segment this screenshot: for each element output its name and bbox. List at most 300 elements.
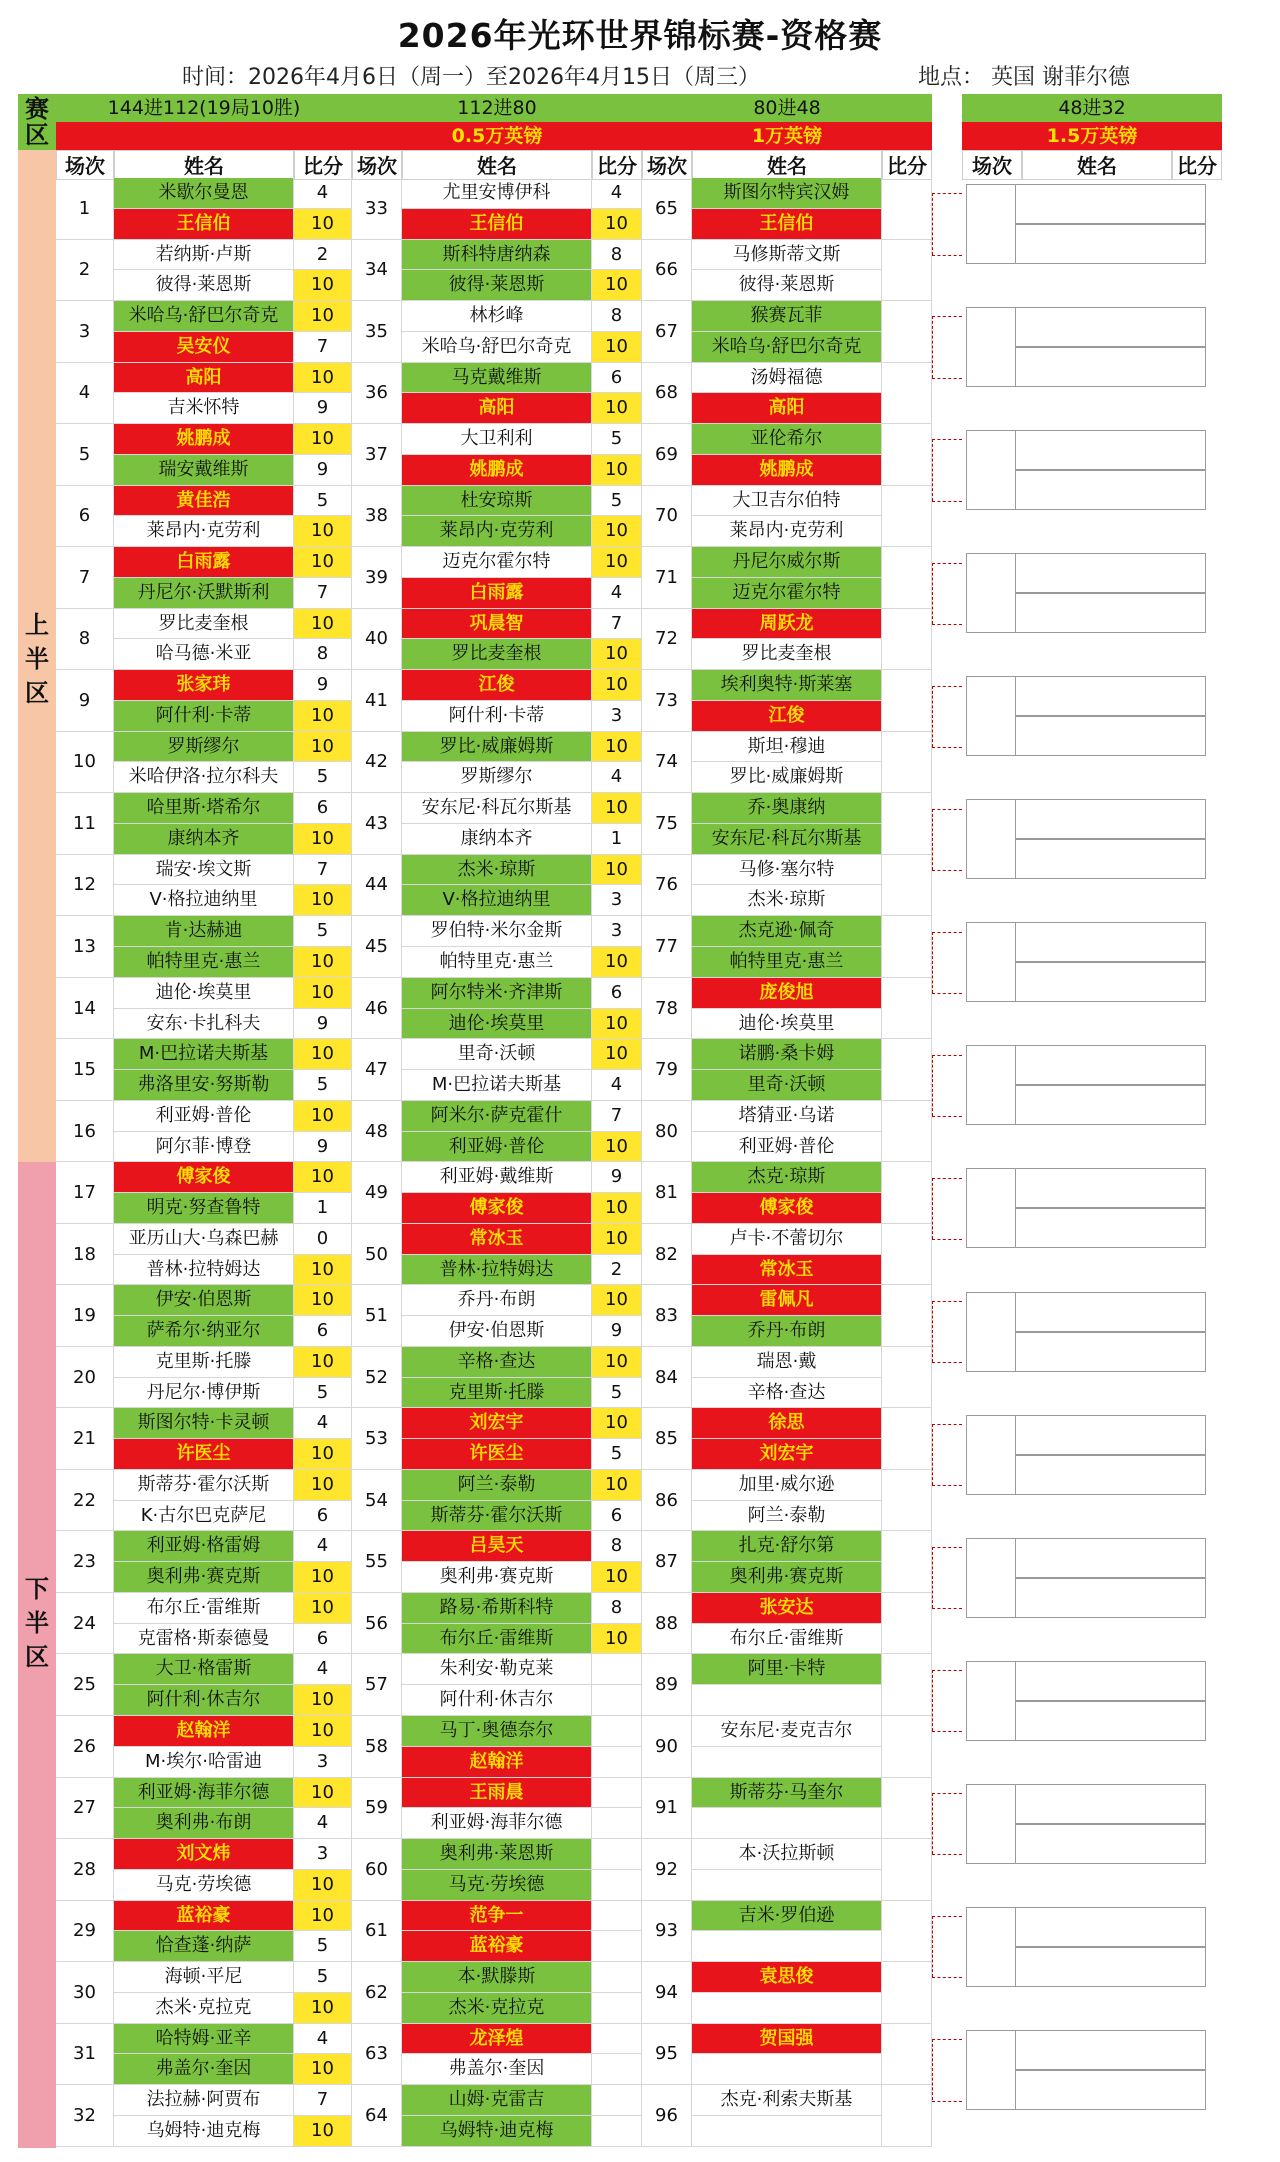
player-score: 10: [294, 1039, 352, 1070]
bracket-line: [932, 1608, 962, 1609]
bracket-line: [932, 624, 962, 625]
player-name: 斯蒂芬·霍尔沃斯: [114, 1470, 294, 1501]
match-number: 91: [642, 1778, 692, 1840]
player-score: 10: [294, 270, 352, 301]
bracket-line: [932, 1916, 933, 1978]
player-name: 高阳: [114, 363, 294, 394]
score-empty: [882, 1101, 932, 1163]
match-number: 41: [352, 670, 402, 732]
player-score: [592, 1654, 642, 1685]
player-name: 阿里·卡特: [692, 1654, 882, 1685]
player-name: 哈特姆·亚辛: [114, 2024, 294, 2055]
bracket-line: [932, 1977, 962, 1978]
player-name: 庞俊旭: [692, 978, 882, 1009]
bracket-line: [932, 1793, 933, 1855]
player-name: [692, 1931, 882, 1962]
match-number: 17: [56, 1162, 114, 1224]
match-number: 43: [352, 793, 402, 855]
player-name: 本·默滕斯: [402, 1962, 592, 1993]
score-empty: [882, 1716, 932, 1778]
player-name: [692, 1747, 882, 1778]
player-name: 林杉峰: [402, 301, 592, 332]
player-name: 诺鹏·桑卡姆: [692, 1039, 882, 1070]
player-name: 克里斯·托滕: [114, 1347, 294, 1378]
bracket-line: [932, 1239, 962, 1240]
player-score: 9: [592, 1316, 642, 1347]
player-name: 莱昂内·克劳利: [402, 516, 592, 547]
player-score: 3: [294, 1839, 352, 1870]
match-number: 60: [352, 1839, 402, 1901]
player-name: 白雨露: [402, 578, 592, 609]
player-score: 4: [294, 1808, 352, 1839]
round3-name: 80进48: [642, 94, 932, 122]
bracket-match-box: [966, 1661, 1016, 1741]
round4-col-score: 比分: [1172, 150, 1222, 180]
score-empty: [882, 424, 932, 486]
match-number: 12: [56, 855, 114, 917]
player-name: 奥利弗·赛克斯: [114, 1562, 294, 1593]
player-name: 阿什利·卡蒂: [402, 701, 592, 732]
player-name: 斯蒂芬·马奎尔: [692, 1778, 882, 1809]
player-score: 10: [592, 547, 642, 578]
match-number: 68: [642, 363, 692, 425]
player-score: 5: [294, 486, 352, 517]
bracket-slot[interactable]: [1016, 1701, 1206, 1741]
match-number: 50: [352, 1224, 402, 1286]
player-name: 龙泽煌: [402, 2024, 592, 2055]
player-name: 利亚姆·普伦: [114, 1101, 294, 1132]
player-score: 5: [592, 1439, 642, 1470]
bracket-slot[interactable]: [1016, 922, 1206, 962]
player-score: 6: [592, 1501, 642, 1532]
bracket-slot[interactable]: [1016, 2070, 1206, 2110]
score-empty: [882, 1285, 932, 1347]
match-number: 39: [352, 547, 402, 609]
player-name: 塔猜亚·乌诺: [692, 1101, 882, 1132]
score-empty: [882, 978, 932, 1040]
bracket-line: [932, 1055, 962, 1056]
player-name: 阿兰·泰勒: [402, 1470, 592, 1501]
bracket-match-box: [966, 1045, 1016, 1125]
player-name: 吕昊天: [402, 1531, 592, 1562]
player-name: 大卫·格雷斯: [114, 1654, 294, 1685]
player-name: 江俊: [402, 670, 592, 701]
bracket-match-box: [966, 430, 1016, 510]
player-name: 徐思: [692, 1408, 882, 1439]
score-empty: [882, 1470, 932, 1532]
player-name: 迪伦·埃莫里: [692, 1009, 882, 1040]
match-number: 29: [56, 1901, 114, 1963]
match-number: 69: [642, 424, 692, 486]
bracket-slot[interactable]: [1016, 799, 1206, 839]
round1-col-name: 姓名: [114, 150, 294, 180]
match-number: 94: [642, 1962, 692, 2024]
player-name: 米哈伊洛·拉尔科夫: [114, 762, 294, 793]
match-number: 88: [642, 1593, 692, 1655]
player-name: 周跃龙: [692, 609, 882, 640]
player-score: 7: [592, 609, 642, 640]
bracket-line: [932, 747, 962, 748]
bracket-slot[interactable]: [1016, 224, 1206, 264]
player-name: 吉米怀特: [114, 393, 294, 424]
bracket-slot[interactable]: [1016, 553, 1206, 593]
player-score: 9: [294, 1132, 352, 1163]
bracket-slot[interactable]: [1016, 470, 1206, 510]
bracket-slot[interactable]: [1016, 1415, 1206, 1455]
player-name: 加里·威尔逊: [692, 1470, 882, 1501]
match-number: 74: [642, 732, 692, 794]
player-name: 法拉赫·阿贾布: [114, 2085, 294, 2116]
match-number: 51: [352, 1285, 402, 1347]
player-name: [692, 1808, 882, 1839]
match-number: 25: [56, 1654, 114, 1716]
bracket-line: [932, 193, 933, 255]
player-name: 杰米·琼斯: [692, 885, 882, 916]
player-score: 10: [592, 455, 642, 486]
player-score: 3: [294, 1747, 352, 1778]
player-name: 帕特里克·惠兰: [692, 947, 882, 978]
player-name: 米哈乌·舒巴尔奇克: [402, 332, 592, 363]
player-score: 10: [294, 516, 352, 547]
bracket-match-box: [966, 799, 1016, 879]
player-score: 10: [294, 2116, 352, 2147]
player-score: 10: [592, 947, 642, 978]
player-score: 10: [592, 639, 642, 670]
match-number: 35: [352, 301, 402, 363]
match-number: 83: [642, 1285, 692, 1347]
player-name: 埃利奥特·斯莱塞: [692, 670, 882, 701]
player-score: 10: [592, 793, 642, 824]
bracket-slot[interactable]: [1016, 1168, 1206, 1208]
match-number: 4: [56, 363, 114, 425]
bracket-slot[interactable]: [1016, 593, 1206, 633]
bracket-slot[interactable]: [1016, 307, 1206, 347]
player-score: 10: [294, 1347, 352, 1378]
player-score: 3: [592, 916, 642, 947]
player-score: 10: [294, 363, 352, 394]
player-score: 3: [592, 885, 642, 916]
player-name: 杜安琼斯: [402, 486, 592, 517]
bracket-slot[interactable]: [1016, 1538, 1206, 1578]
match-number: 21: [56, 1408, 114, 1470]
player-score: 4: [592, 762, 642, 793]
player-name: 乔丹·布朗: [692, 1316, 882, 1347]
player-score: 7: [592, 1101, 642, 1132]
player-name: 高阳: [402, 393, 592, 424]
match-number: 10: [56, 732, 114, 794]
match-number: 58: [352, 1716, 402, 1778]
player-name: 康纳本齐: [114, 824, 294, 855]
player-score: 10: [592, 1009, 642, 1040]
player-name: 马修斯蒂文斯: [692, 240, 882, 271]
bracket-line: [932, 1301, 933, 1363]
bracket-slot[interactable]: [1016, 1907, 1206, 1947]
player-score: 10: [592, 1193, 642, 1224]
bracket-line: [932, 1424, 933, 1486]
bracket-line: [932, 1731, 962, 1732]
bracket-match-box: [966, 1784, 1016, 1864]
match-number: 49: [352, 1162, 402, 1224]
player-name: 彼得·莱恩斯: [402, 270, 592, 301]
match-number: 27: [56, 1778, 114, 1840]
player-score: 5: [294, 1931, 352, 1962]
score-empty: [882, 2085, 932, 2147]
player-score: 5: [294, 1070, 352, 1101]
bracket-match-box: [966, 1292, 1016, 1372]
player-name: 克雷格·斯泰德曼: [114, 1624, 294, 1655]
match-number: 82: [642, 1224, 692, 1286]
player-name: M·巴拉诺夫斯基: [402, 1070, 592, 1101]
match-number: 71: [642, 547, 692, 609]
player-score: 10: [592, 855, 642, 886]
match-number: 31: [56, 2024, 114, 2086]
player-name: 阿尔菲·博登: [114, 1132, 294, 1163]
player-name: 里奇·沃顿: [402, 1039, 592, 1070]
player-score: 2: [592, 1255, 642, 1286]
bracket-slot[interactable]: [1016, 1085, 1206, 1125]
player-name: 许医尘: [114, 1439, 294, 1470]
bracket-slot[interactable]: [1016, 962, 1206, 1002]
score-empty: [882, 732, 932, 794]
bracket-slot[interactable]: [1016, 839, 1206, 879]
player-name: 范争一: [402, 1901, 592, 1932]
zone-header: 赛 区: [18, 94, 56, 150]
bracket-slot[interactable]: [1016, 1947, 1206, 1987]
player-score: [592, 1962, 642, 1993]
page-title: 2026年光环世界锦标赛-资格赛: [397, 16, 883, 55]
player-name: 汤姆福德: [692, 363, 882, 394]
bracket-slot[interactable]: [1016, 347, 1206, 387]
round4-col-name: 姓名: [1022, 150, 1172, 180]
score-empty: [882, 363, 932, 425]
player-score: 10: [592, 670, 642, 701]
bracket-slot[interactable]: [1016, 676, 1206, 716]
bracket-slot[interactable]: [1016, 1292, 1206, 1332]
player-score: 10: [294, 824, 352, 855]
player-score: [592, 1685, 642, 1716]
player-name: 吴安仪: [114, 332, 294, 363]
bracket-slot[interactable]: [1016, 1208, 1206, 1248]
bracket-slot[interactable]: [1016, 184, 1206, 224]
match-number: 5: [56, 424, 114, 486]
player-name: 大卫利利: [402, 424, 592, 455]
player-name: 丹尼尔威尔斯: [692, 547, 882, 578]
player-score: 4: [294, 1408, 352, 1439]
player-name: 傅家俊: [402, 1193, 592, 1224]
bracket-slot[interactable]: [1016, 1455, 1206, 1495]
player-name: 安东·卡扎科夫: [114, 1009, 294, 1040]
player-name: 米歇尔曼恩: [114, 178, 294, 209]
score-empty: [882, 1347, 932, 1409]
bracket-slot[interactable]: [1016, 430, 1206, 470]
bracket-line: [932, 932, 962, 933]
player-name: 傅家俊: [692, 1193, 882, 1224]
player-name: 山姆·克雷吉: [402, 2085, 592, 2116]
player-name: 安东尼·麦克吉尔: [692, 1716, 882, 1747]
score-empty: [882, 1531, 932, 1593]
bracket-match-box: [966, 2030, 1016, 2110]
player-score: 6: [294, 1624, 352, 1655]
player-name: 本·沃拉斯顿: [692, 1839, 882, 1870]
bracket-slot[interactable]: [1016, 1578, 1206, 1618]
match-number: 70: [642, 486, 692, 548]
player-name: 刘文炜: [114, 1839, 294, 1870]
match-number: 75: [642, 793, 692, 855]
bracket-line: [932, 255, 962, 256]
match-number: 15: [56, 1039, 114, 1101]
match-number: 76: [642, 855, 692, 917]
player-name: 张家玮: [114, 670, 294, 701]
bracket-line: [932, 809, 933, 871]
player-score: 7: [294, 2085, 352, 2116]
bracket-line: [932, 1485, 962, 1486]
player-name: 斯图尔特·卡灵顿: [114, 1408, 294, 1439]
score-empty: [882, 916, 932, 978]
player-name: 若纳斯·卢斯: [114, 240, 294, 271]
bracket-line: [932, 1055, 933, 1117]
player-score: 10: [592, 1132, 642, 1163]
player-name: 朱利安·勒克莱: [402, 1654, 592, 1685]
player-name: 阿米尔·萨克霍什: [402, 1101, 592, 1132]
bracket-line: [932, 686, 933, 748]
player-name: 卢卡·不蕾切尔: [692, 1224, 882, 1255]
player-name: [692, 2116, 882, 2147]
player-score: 5: [294, 1962, 352, 1993]
score-empty: [882, 793, 932, 855]
player-score: 10: [294, 1562, 352, 1593]
player-name: 克里斯·托滕: [402, 1378, 592, 1409]
player-name: 奥利弗·赛克斯: [402, 1562, 592, 1593]
match-number: 11: [56, 793, 114, 855]
player-score: [592, 1870, 642, 1901]
player-score: 10: [294, 1685, 352, 1716]
score-empty: [882, 609, 932, 671]
player-score: 10: [294, 1716, 352, 1747]
player-name: 迪伦·埃莫里: [402, 1009, 592, 1040]
player-name: 奥利弗·赛克斯: [692, 1562, 882, 1593]
bracket-slot[interactable]: [1016, 1332, 1206, 1372]
match-number: 14: [56, 978, 114, 1040]
score-empty: [882, 1408, 932, 1470]
match-number: 2: [56, 240, 114, 302]
player-name: 杰克·利索夫斯基: [692, 2085, 882, 2116]
player-name: 丹尼尔·沃默斯利: [114, 578, 294, 609]
player-name: 猴赛瓦菲: [692, 301, 882, 332]
player-score: 10: [294, 978, 352, 1009]
bracket-line: [932, 316, 933, 378]
bracket-slot[interactable]: [1016, 1824, 1206, 1864]
score-empty: [882, 547, 932, 609]
round4-col-match: 场次: [962, 150, 1022, 180]
player-name: 奥利弗·布朗: [114, 1808, 294, 1839]
score-empty: [882, 1224, 932, 1286]
bracket-match-box: [966, 307, 1016, 387]
player-score: 10: [592, 732, 642, 763]
player-score: 10: [592, 1224, 642, 1255]
player-name: 罗比麦奎根: [692, 639, 882, 670]
bracket-line: [932, 932, 933, 994]
player-name: 利亚姆·普伦: [402, 1132, 592, 1163]
score-empty: [882, 1778, 932, 1840]
match-number: 37: [352, 424, 402, 486]
player-score: 7: [294, 855, 352, 886]
player-score: 10: [294, 2054, 352, 2085]
player-score: 10: [294, 1870, 352, 1901]
player-name: M·埃尔·哈雷迪: [114, 1747, 294, 1778]
match-number: 23: [56, 1531, 114, 1593]
player-score: 8: [592, 240, 642, 271]
player-name: 瑞安·埃文斯: [114, 855, 294, 886]
bracket-match-box: [966, 553, 1016, 633]
match-number: 7: [56, 547, 114, 609]
player-name: 黄佳浩: [114, 486, 294, 517]
player-score: 7: [294, 332, 352, 363]
match-number: 53: [352, 1408, 402, 1470]
player-name: 哈马德·米亚: [114, 639, 294, 670]
score-empty: [882, 670, 932, 732]
player-name: 蓝裕豪: [114, 1901, 294, 1932]
player-score: 10: [294, 1255, 352, 1286]
match-number: 8: [56, 609, 114, 671]
player-name: 利亚姆·海菲尔德: [114, 1778, 294, 1809]
player-name: 米哈乌·舒巴尔奇克: [692, 332, 882, 363]
player-name: 利亚姆·普伦: [692, 1132, 882, 1163]
round4-name: 48进32: [962, 94, 1222, 122]
match-number: 38: [352, 486, 402, 548]
bracket-line: [932, 193, 962, 194]
player-name: 姚鹏成: [692, 455, 882, 486]
bracket-match-box: [966, 184, 1016, 264]
match-number: 63: [352, 2024, 402, 2086]
player-name: 彼得·莱恩斯: [692, 270, 882, 301]
player-name: 王雨晨: [402, 1778, 592, 1809]
bracket-slot[interactable]: [1016, 716, 1206, 756]
bracket-line: [932, 686, 962, 687]
player-score: 4: [592, 1070, 642, 1101]
player-name: 米哈乌·舒巴尔奇克: [114, 301, 294, 332]
player-score: 10: [592, 1285, 642, 1316]
player-name: 蓝裕豪: [402, 1931, 592, 1962]
match-number: 85: [642, 1408, 692, 1470]
player-score: 10: [294, 1778, 352, 1809]
bracket-match-box: [966, 1168, 1016, 1248]
bracket-slot[interactable]: [1016, 2030, 1206, 2070]
match-number: 77: [642, 916, 692, 978]
player-score: 4: [592, 178, 642, 209]
player-score: [592, 1716, 642, 1747]
player-name: 莱昂内·克劳利: [692, 516, 882, 547]
bracket-line: [932, 809, 962, 810]
bracket-slot[interactable]: [1016, 1784, 1206, 1824]
player-name: 利亚姆·格雷姆: [114, 1531, 294, 1562]
player-name: 罗伯特·米尔金斯: [402, 916, 592, 947]
player-name: 迪伦·埃莫里: [114, 978, 294, 1009]
player-score: 10: [294, 1593, 352, 1624]
player-name: 弗洛里安·努斯勒: [114, 1070, 294, 1101]
round4-prize: 1.5万英镑: [962, 122, 1222, 150]
player-name: K·古尔巴克萨尼: [114, 1501, 294, 1532]
player-name: 布尔丘·雷维斯: [402, 1624, 592, 1655]
player-name: 乔·奥康纳: [692, 793, 882, 824]
player-name: 彼得·莱恩斯: [114, 270, 294, 301]
player-name: 丹尼尔·博伊斯: [114, 1378, 294, 1409]
bracket-slot[interactable]: [1016, 1045, 1206, 1085]
player-name: 罗斯缪尔: [114, 732, 294, 763]
bracket-slot[interactable]: [1016, 1661, 1206, 1701]
player-name: 伊安·伯恩斯: [114, 1285, 294, 1316]
round2-col-name: 姓名: [402, 150, 592, 180]
player-name: 利亚姆·戴维斯: [402, 1162, 592, 1193]
